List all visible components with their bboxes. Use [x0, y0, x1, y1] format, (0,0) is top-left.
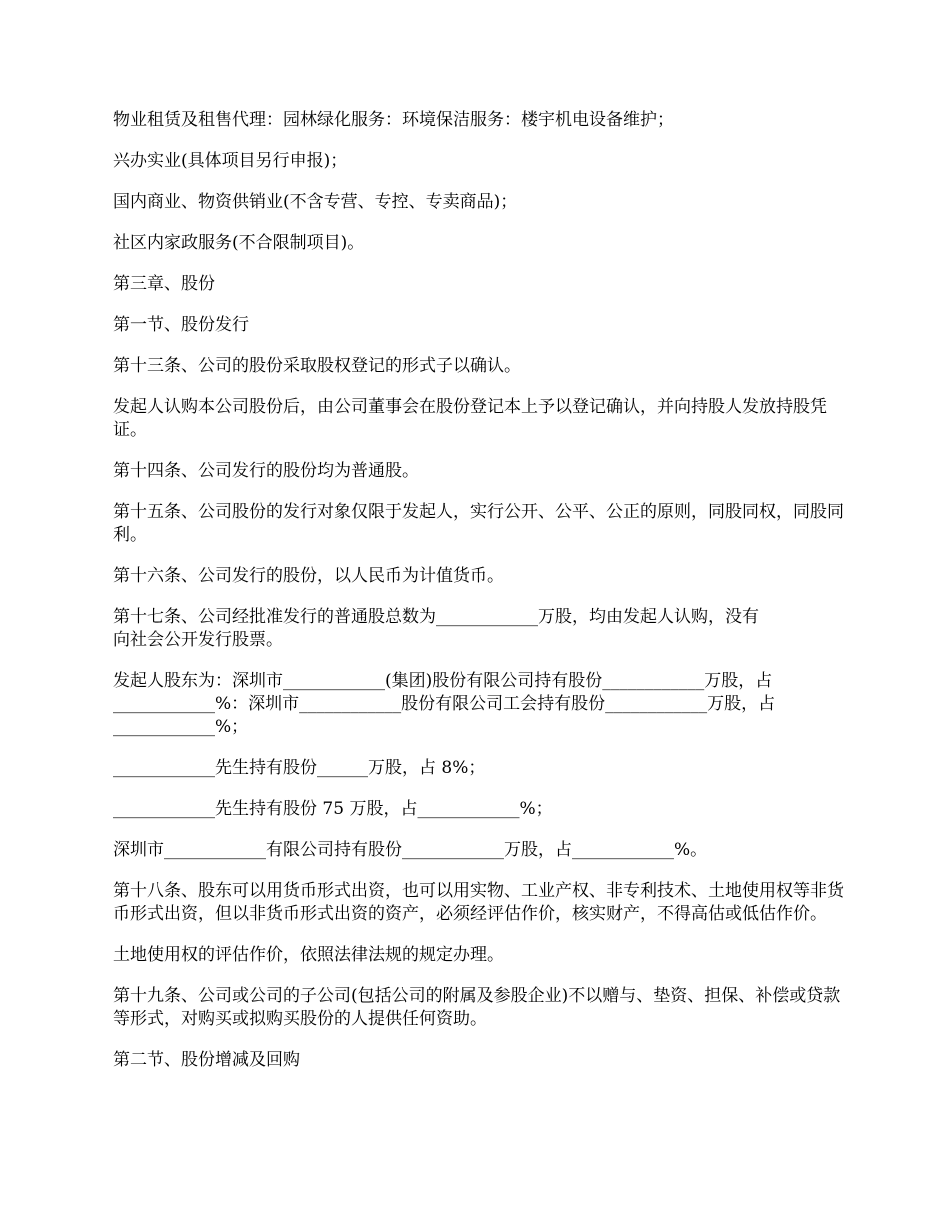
article-18: 第十八条、股东可以用货币形式出资，也可以用实物、工业产权、非专利技术、土地使用权等非货币形式出资，但以非货币形式出资的资产，必须经评估作价，核实财产，不得高估或低估作价。	[113, 881, 844, 924]
article-15: 第十五条、公司股份的发行对象仅限于发起人，实行公开、公平、公正的原则，同股同权，同股同利。	[113, 502, 844, 545]
section-heading-share-changes: 第二节、股份增减及回购	[113, 1050, 300, 1070]
paragraph-business-scope-property: 物业租赁及租售代理：园林绿化服务：环境保洁服务：楼宇机电设备维护；	[113, 110, 674, 130]
article-14: 第十四条、公司发行的股份均为普通股。	[113, 461, 419, 481]
paragraph-share-registration: 发起人认购本公司股份后，由公司董事会在股份登记本上予以登记确认，并向持股人发放持股凭证。	[113, 397, 827, 440]
chapter-heading-shares: 第三章、股份	[113, 274, 215, 294]
paragraph-business-scope-housekeeping: 社区内家政服务(不合限制项目)。	[113, 233, 365, 253]
paragraph-shareholder-company: 深圳市____________有限公司持有股份____________万股，占____________%。	[113, 840, 708, 860]
paragraph-land-use-valuation: 土地使用权的评估作价，依照法律法规的规定办理。	[113, 945, 504, 965]
article-19: 第十九条、公司或公司的子公司(包括公司的附属及参股企业)不以赠与、垫资、担保、补偿或贷款等形式，对购买或拟购买股份的人提供任何资助。	[113, 986, 841, 1029]
paragraph-shareholder-mr-b: ____________先生持有股份 75 万股，占____________%；	[113, 799, 553, 819]
section-heading-share-issuance: 第一节、股份发行	[113, 315, 249, 335]
article-13: 第十三条、公司的股份采取股权登记的形式子以确认。	[113, 356, 521, 376]
paragraph-shareholder-mr-a: ____________先生持有股份______万股，占 8%；	[113, 758, 486, 778]
document-body	[113, 109, 853, 1090]
paragraph-founding-shareholders: 发起人股东为：深圳市____________(集团)股份有限公司持有股份____________万股，占 ____________%：深圳市____________股份有限公司工会持有股份____________万股，占 ____________%；	[113, 671, 776, 737]
paragraph-business-scope-commerce: 国内商业、物资供销业(不含专营、专控、专卖商品)；	[113, 192, 518, 212]
paragraph-business-scope-industry: 兴办实业(具体项目另行申报)；	[113, 151, 348, 171]
article-16: 第十六条、公司发行的股份，以人民币为计值货币。	[113, 566, 504, 586]
article-17: 第十七条、公司经批准发行的普通股总数为____________万股，均由发起人认购，没有 向社会公开发行股票。	[113, 607, 759, 650]
